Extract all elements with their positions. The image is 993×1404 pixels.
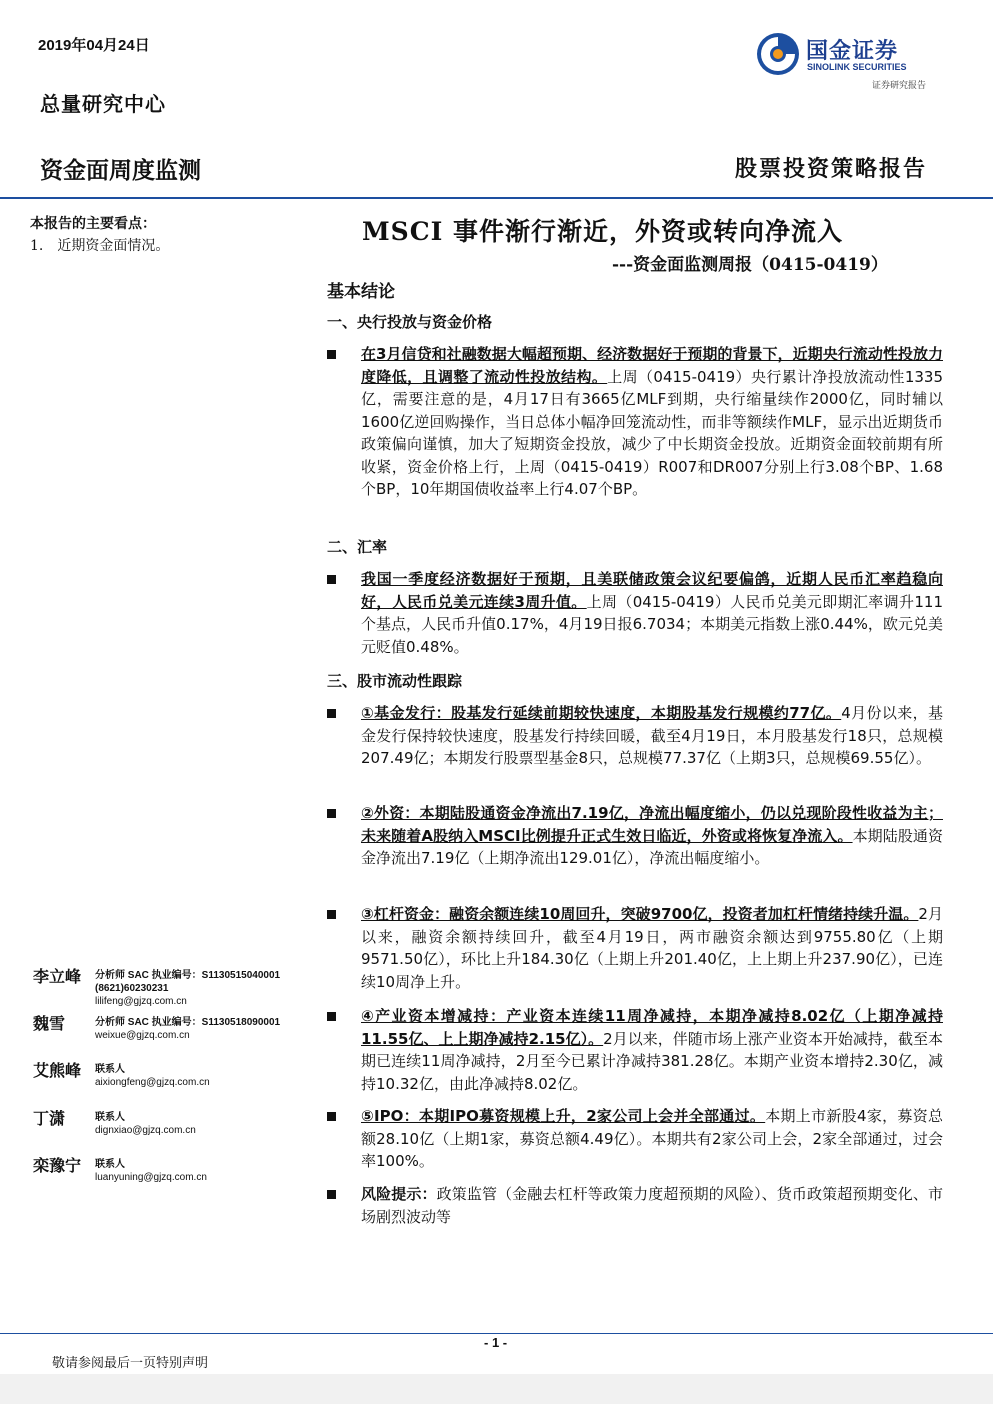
- bullet-text: 2月以来，融资余额持续回升，截至4月19日，两市融资余额达到9755.80亿（上期9571.50亿），环比上升184.30亿（上期上升201.40亿，上上期上升237.90亿），已连续10周净上升。: [361, 905, 944, 991]
- bullet-paragraph: [361, 903, 943, 993]
- bullet-square-icon: [327, 575, 336, 584]
- sidebar-title: 本报告的主要看点：: [30, 216, 156, 232]
- bullet-lead: ③杠杆资金：融资余额连续10周回升，突破9700亿，投资者加杠杆情绪持续升温。: [361, 905, 919, 923]
- analyst-info: [95, 1111, 196, 1137]
- bullet-square-icon: [327, 1190, 336, 1199]
- analyst-role: 分析师 SAC 执业编号：S1130515040001: [95, 970, 281, 981]
- bullet-text: 上周（0415-0419）人民币兑美元即期汇率调升111个基点，人民币升值0.17%，4月19日报6.7034；本期美元指数上涨0.44%，欧元兑美元贬值0.48%。: [361, 592, 943, 656]
- report-date: 2019年04月24日: [38, 37, 150, 54]
- bullet-lead: ①基金发行：股基发行延续前期较快速度，本期股基发行规模约77亿。: [361, 704, 842, 722]
- analyst-info: [95, 1158, 207, 1184]
- sinolink-logo-icon: [756, 32, 800, 76]
- analyst-role: 分析师 SAC 执业编号：S1130518090001: [95, 1017, 281, 1028]
- bullet-paragraph: [361, 1105, 943, 1173]
- analyst-name: 李立峰: [33, 967, 82, 986]
- analyst-name: 魏雪: [33, 1014, 66, 1033]
- logo-subtitle: 证券研究报告: [872, 81, 927, 91]
- bullet-paragraph: [361, 343, 943, 501]
- report-type: 股票投资策略报告: [735, 156, 928, 182]
- bullet-paragraph: [361, 702, 943, 770]
- section-heading: 三、股市流动性跟踪: [327, 672, 463, 690]
- bullet-square-icon: [327, 709, 336, 718]
- risk-lead: 风险提示：: [361, 1185, 437, 1203]
- section-heading: 一、央行投放与资金价格: [327, 313, 493, 331]
- bullet-paragraph: [361, 1005, 943, 1095]
- analyst-email[interactable]: luanyuning@gjzq.com.cn: [95, 1172, 207, 1183]
- bullet-paragraph: [361, 568, 943, 658]
- bullet-square-icon: [327, 1112, 336, 1121]
- section-heading: 二、汇率: [327, 538, 388, 556]
- bullet-square-icon: [327, 910, 336, 919]
- analyst-name: 丁潇: [33, 1109, 66, 1128]
- header-divider: [0, 197, 993, 199]
- bullet-text: 本期陆股通资金净流出7.19亿（上期净流出129.01亿），净流出幅度缩小。: [361, 826, 943, 867]
- analyst-name: 艾熊峰: [33, 1061, 82, 1080]
- analyst-name: 栾豫宁: [33, 1156, 82, 1175]
- bullet-lead: 在3月信贷和社融数据大幅超预期、经济数据好于预期的背景下，近期央行流动性投放力度降低，且调整了流动性投放结构。: [361, 345, 943, 386]
- analyst-info: [95, 1016, 280, 1042]
- analyst-email[interactable]: weixue@gjzq.com.cn: [95, 1030, 190, 1041]
- logo-name-en: SINOLINK SECURITIES: [807, 62, 907, 72]
- analyst-phone: (8621)60230231: [95, 983, 169, 994]
- analyst-role: 联系人: [95, 1159, 125, 1170]
- analyst-info: [95, 1063, 210, 1089]
- bullet-square-icon: [327, 809, 336, 818]
- section-title: 资金面周度监测: [40, 158, 201, 184]
- sidebar-item: 1. 近期资金面情况。: [30, 238, 170, 254]
- risk-paragraph: [361, 1183, 943, 1228]
- footer-disclaimer: 敬请参阅最后一页特别声明: [52, 1356, 209, 1371]
- report-title: MSCI 事件渐行渐近，外资或转向净流入: [362, 217, 844, 246]
- bullet-lead: ④产业资本增减持：产业资本连续11周净减持，本期净减持8.02亿（上期净减持11.55亿、上上期净减持2.15亿）。: [361, 1007, 943, 1048]
- bullet-square-icon: [327, 1012, 336, 1021]
- conclusion-heading: 基本结论: [327, 282, 395, 302]
- report-subtitle: ---资金面监测周报（0415-0419）: [612, 255, 888, 275]
- bullet-lead: 我国一季度经济数据好于预期，且美联储政策会议纪要偏鸽，近期人民币汇率趋稳向好，人民币兑美元连续3周升值。: [361, 570, 943, 611]
- analyst-email[interactable]: aixiongfeng@gjzq.com.cn: [95, 1077, 210, 1088]
- company-logo: [756, 30, 952, 94]
- analyst-email[interactable]: lilifeng@gjzq.com.cn: [95, 996, 187, 1007]
- analyst-info: [95, 969, 280, 1008]
- bullet-text: 4月份以来，基金发行保持较快速度，股基发行持续回暖，截至4月19日，本月股基发行18只，总规模207.49亿；本期发行股票型基金8只，总规模77.37亿（上期3只，总规模69.55亿）。: [361, 704, 943, 767]
- research-center: 总量研究中心: [40, 92, 166, 116]
- bullet-lead: ②外资：本期陆股通资金净流出7.19亿，净流出幅度缩小，仍以兑现阶段性收益为主；未来随着A股纳入MSCI比例提升正式生效日临近，外资或将恢复净流入。: [361, 804, 943, 845]
- analyst-role: 联系人: [95, 1112, 125, 1123]
- footer-band: [0, 1374, 993, 1404]
- logo-name-cn: 国金证券: [806, 39, 899, 64]
- bullet-text: 上周（0415-0419）央行累计净投放流动性1335亿，需要注意的是，4月17日有3665亿MLF到期，央行缩量续作2000亿，同时辅以1600亿逆回购操作，当日总体小幅净回笼流动性，而非等额续作MLF，显示出近期货币政策偏向谨慎，加大了短期资金投放，减少了中长期资金投放。近期资金面较前期有所收紧，资金价格上行，上周（0415-0419）R007和DR007分别上行3.08个BP、1.68个BP，10年期国债收益率上行4.07个BP。: [361, 367, 943, 498]
- bullet-paragraph: [361, 802, 943, 870]
- analyst-role: 联系人: [95, 1064, 125, 1075]
- footer-divider: [0, 1333, 993, 1334]
- analyst-email[interactable]: dignxiao@gjzq.com.cn: [95, 1125, 196, 1136]
- bullet-lead: ⑤IPO：本期IPO募资规模上升，2家公司上会并全部通过。: [361, 1107, 766, 1125]
- risk-text: 政策监管（金融去杠杆等政策力度超预期的风险）、货币政策超预期变化、市场剧烈波动等: [361, 1185, 943, 1226]
- page-number: - 1 -: [484, 1335, 508, 1350]
- bullet-square-icon: [327, 350, 336, 359]
- bullet-text: 本期上市新股4家，募资总额28.10亿（上期1家，募资总额4.49亿）。本期共有2家公司上会，2家全部通过，过会率100%。: [361, 1107, 944, 1170]
- bullet-text: 2月以来，伴随市场上涨产业资本开始减持，截至本期已连续11周净减持，2月至今已累计净减持381.28亿。本期产业资本增持2.30亿，减持10.32亿，由此净减持8.02亿。: [361, 1029, 943, 1093]
